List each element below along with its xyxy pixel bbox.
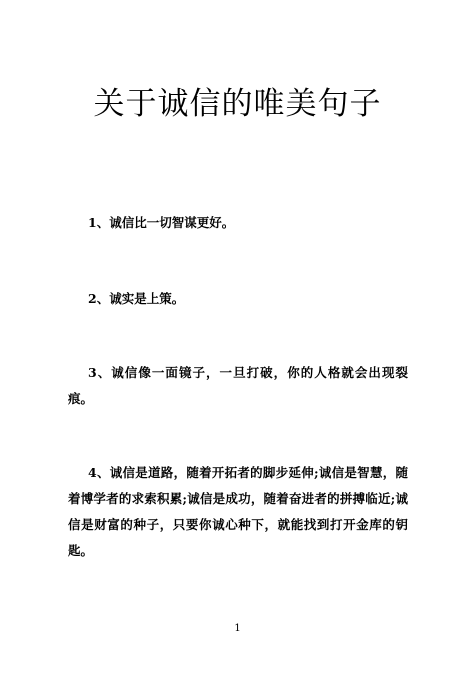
paragraph-4: 4、诚信是道路，随着开拓者的脚步延伸;诚信是智慧，随着博学者的求索积累;诚信是成功，随着奋进者的拼搏临近;诚信是财富的种子，只要你诚心种下，就能找到打开金库的钥匙。 — [68, 465, 408, 558]
paragraph-3: 3、诚信像一面镜子，一旦打破，你的人格就会出现裂痕。 — [68, 365, 408, 406]
page-number: 1 — [234, 623, 241, 634]
paragraph-1: 1、诚信比一切智谋更好。 — [88, 215, 235, 230]
paragraph-2: 2、诚实是上策。 — [88, 291, 185, 306]
document-title: 关于诚信的唯美句子 — [93, 86, 382, 122]
